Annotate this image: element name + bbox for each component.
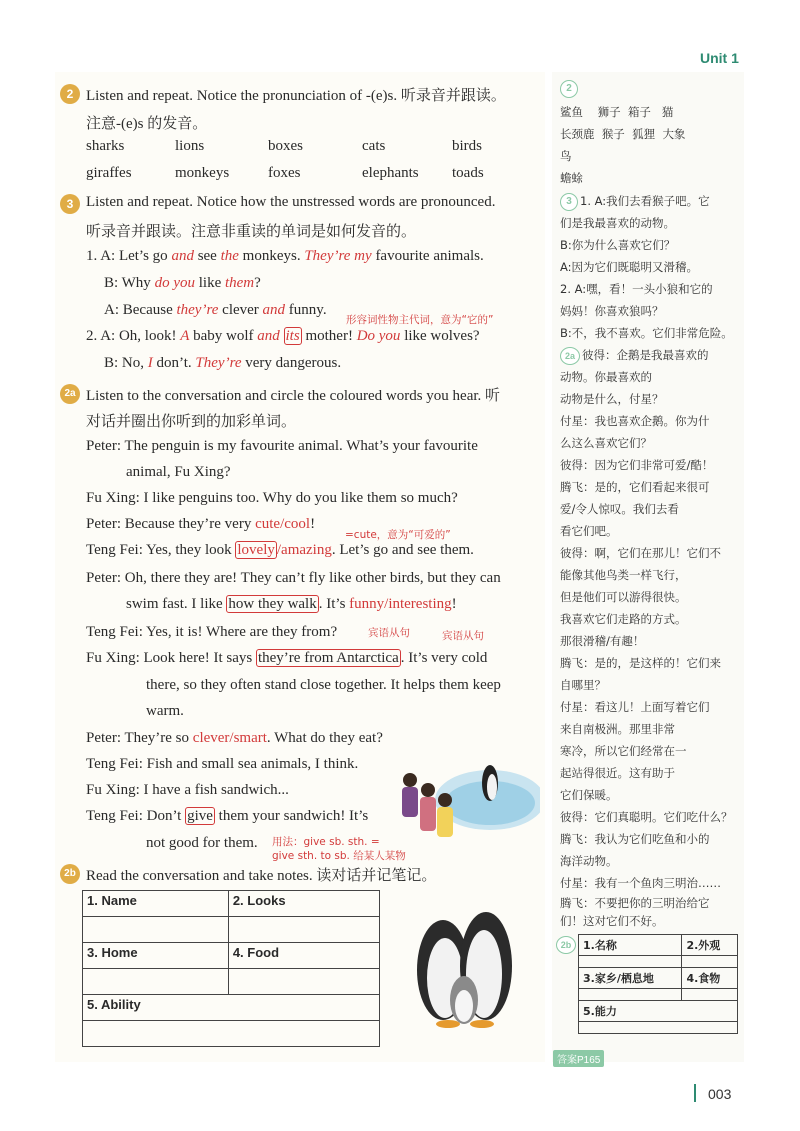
side-dialogue: 腾飞：是的，是这样的！它们来 bbox=[560, 656, 721, 670]
s3-line-5: B: No, I don’t. They’re very dangerous. bbox=[104, 355, 342, 371]
s2b-instruction: Read the conversation and take notes. 读对话并记笔记。 bbox=[86, 868, 437, 884]
s3-instruction-2: 听录音并跟读。注意非重读的单词是如何发音的。 bbox=[86, 224, 417, 240]
side-notes-cell[interactable]: 3.家乡/栖息地 bbox=[579, 968, 682, 989]
side-notes-blank[interactable] bbox=[682, 989, 738, 1001]
side-badge-2a: 2a bbox=[560, 347, 580, 365]
dialogue-line: Fu Xing: Look here! It says they’re from Antarctica . It’s very cold bbox=[86, 650, 488, 666]
side-dialogue: 付星：我有一个鱼肉三明治…… bbox=[560, 876, 721, 890]
side-dialogue: 腾飞：不要把你的三明治给它 bbox=[560, 896, 710, 910]
s3-instruction: Listen and repeat. Notice how the unstressed words are pronounced. bbox=[86, 194, 496, 210]
notes-cell-ability[interactable]: 5. Ability bbox=[83, 995, 380, 1021]
notes-blank[interactable] bbox=[228, 917, 379, 943]
notes-cell-name[interactable]: 1. Name bbox=[83, 891, 229, 917]
side-notes-cell[interactable]: 1.名称 bbox=[579, 935, 682, 956]
word: sharks bbox=[86, 138, 125, 154]
side-dialogue: 么这么喜欢它们？ bbox=[560, 436, 652, 450]
side-dialogue: 付星：看这儿！上面写着它们 bbox=[560, 700, 710, 714]
side-notes-blank[interactable] bbox=[579, 956, 682, 968]
side-dialogue: 我喜欢它们走路的方式。 bbox=[560, 612, 687, 626]
word: foxes bbox=[268, 165, 301, 181]
side-vocab-row: 鸟 bbox=[560, 149, 572, 163]
s2a-instruction-2: 对话并圈出你听到的加彩单词。 bbox=[86, 414, 297, 430]
notes-blank[interactable] bbox=[83, 969, 229, 995]
side-dialogue: 腾飞：是的，它们看起来很可 bbox=[560, 480, 710, 494]
side-dialogue: 寒冷，所以它们经常在一 bbox=[560, 744, 687, 758]
word: boxes bbox=[268, 138, 303, 154]
dialogue-line: Fu Xing: I have a fish sandwich... bbox=[86, 782, 289, 798]
grammar-note-give-2: give sth. to sb. 给某人某物 bbox=[272, 850, 406, 862]
dialogue-line: Peter: They’re so clever/smart. What do they eat? bbox=[86, 730, 383, 746]
side-notes-table bbox=[578, 934, 738, 1034]
dialogue-line: warm. bbox=[146, 703, 184, 719]
side-line: 2. A:嘿，看！一头小狼和它的 bbox=[560, 282, 713, 296]
s2-instruction-2: 注意-(e)s 的发音。 bbox=[86, 116, 208, 132]
grammar-note-its: 形容词性物主代词，意为“它的” bbox=[346, 314, 494, 326]
dialogue-line: not good for them. bbox=[146, 835, 258, 851]
dialogue-line: Fu Xing: I like penguins too. Why do you like them so much? bbox=[86, 490, 458, 506]
grammar-note-give: 用法：give sb. sth. = bbox=[272, 836, 380, 848]
dialogue-line: swim fast. I like how they walk . It’s funny/interesting! bbox=[126, 596, 457, 612]
side-badge-2b: 2b bbox=[556, 936, 576, 954]
notes-cell-looks[interactable]: 2. Looks bbox=[228, 891, 379, 917]
side-dialogue: 彼得：因为它们非常可爱/酷！ bbox=[560, 458, 714, 472]
side-line: B:你为什么喜欢它们？ bbox=[560, 238, 676, 252]
side-line: 们是我最喜欢的动物。 bbox=[560, 216, 675, 230]
side-dialogue: 起站得很近。这有助于 bbox=[560, 766, 675, 780]
word: elephants bbox=[362, 165, 419, 181]
side-badge-3: 3 bbox=[560, 193, 578, 211]
word: giraffes bbox=[86, 165, 132, 181]
notes-blank[interactable] bbox=[83, 917, 229, 943]
section-2a-badge: 2a bbox=[60, 384, 80, 404]
page-number-bar bbox=[694, 1084, 696, 1102]
side-dialogue: 它们保暖。 bbox=[560, 788, 618, 802]
section-3-badge: 3 bbox=[60, 194, 80, 214]
side-notes-blank[interactable] bbox=[682, 956, 738, 968]
side-dialogue: 动物。你最喜欢的 bbox=[560, 370, 652, 384]
page-number: 003 bbox=[708, 1086, 732, 1102]
word: toads bbox=[452, 165, 484, 181]
grammar-note-object-clause-2: 宾语从句 bbox=[442, 630, 484, 642]
notes-cell-food[interactable]: 4. Food bbox=[228, 943, 379, 969]
side-vocab-row: 长颈鹿 猴子 狐狸 大象 bbox=[560, 127, 686, 141]
side-line: 妈妈！你喜欢狼吗？ bbox=[560, 304, 664, 318]
side-dialogue: 付星：我也喜欢企鹅。你为什 bbox=[560, 414, 710, 428]
notes-blank[interactable] bbox=[83, 1021, 380, 1047]
side-dialogue: 爱/令人惊叹。我们去看 bbox=[560, 502, 679, 516]
s3-line-2: B: Why do you like them? bbox=[104, 275, 261, 291]
side-line: 1. A:我们去看猴子吧。它 bbox=[580, 194, 710, 208]
notes-cell-home[interactable]: 3. Home bbox=[83, 943, 229, 969]
side-notes-blank[interactable] bbox=[579, 1022, 738, 1034]
grammar-note-object-clause: 宾语从句 bbox=[368, 627, 410, 639]
grammar-note-lovely: =cute，意为“可爱的” bbox=[345, 529, 451, 541]
side-dialogue: 腾飞：我认为它们吃鱼和小的 bbox=[560, 832, 710, 846]
dialogue-line: there, so they often stand close together. It helps them keep bbox=[146, 677, 501, 693]
side-line: A:因为它们既聪明又滑稽。 bbox=[560, 260, 699, 274]
side-dialogue: 看它们吧。 bbox=[560, 524, 618, 538]
section-2-badge: 2 bbox=[60, 84, 80, 104]
word: monkeys bbox=[175, 165, 230, 181]
section-2b-badge: 2b bbox=[60, 864, 80, 884]
word: cats bbox=[362, 138, 386, 154]
side-notes-cell[interactable]: 2.外观 bbox=[682, 935, 738, 956]
side-dialogue: 海洋动物。 bbox=[560, 854, 618, 868]
word: lions bbox=[175, 138, 205, 154]
side-dialogue: 来自南极洲。那里非常 bbox=[560, 722, 675, 736]
side-dialogue: 们！这对它们不好。 bbox=[560, 914, 664, 928]
side-notes-cell[interactable]: 5.能力 bbox=[579, 1001, 738, 1022]
dialogue-line: Teng Fei: Yes, it is! Where are they from? bbox=[86, 624, 338, 640]
notes-blank[interactable] bbox=[228, 969, 379, 995]
answer-page-tag: 答案P165 bbox=[553, 1050, 604, 1067]
word: birds bbox=[452, 138, 482, 154]
dialogue-line: Peter: The penguin is my favourite animal. What’s your favourite bbox=[86, 438, 478, 454]
side-badge-2: 2 bbox=[560, 80, 578, 98]
s3-line-4: 2. A: Oh, look! A baby wolf and its mother! Do you like wolves? bbox=[86, 328, 480, 344]
dialogue-line: Teng Fei: Don’t give them your sandwich! It’s bbox=[86, 808, 369, 824]
side-dialogue: 彼得：企鹅是我最喜欢的 bbox=[582, 348, 709, 362]
side-dialogue: 那很滑稽/有趣！ bbox=[560, 634, 645, 648]
side-notes-blank[interactable] bbox=[579, 989, 682, 1001]
side-dialogue: 但是他们可以游得很快。 bbox=[560, 590, 687, 604]
side-dialogue: 彼得：啊，它们在那儿！它们不 bbox=[560, 546, 721, 560]
dialogue-line: Peter: Oh, there they are! They can’t fly like other birds, but they can bbox=[86, 570, 501, 586]
side-line: B:不，我不喜欢。它们非常危险。 bbox=[560, 326, 733, 340]
unit-label: Unit 1 bbox=[700, 50, 739, 66]
dialogue-line: Teng Fei: Fish and small sea animals, I think. bbox=[86, 756, 359, 772]
side-notes-cell[interactable]: 4.食物 bbox=[682, 968, 738, 989]
side-vocab-row: 鲨鱼 狮子 箱子 猫 bbox=[560, 105, 674, 119]
dialogue-line: animal, Fu Xing? bbox=[126, 464, 231, 480]
s2-instruction: Listen and repeat. Notice the pronunciation of -(e)s. 听录音并跟读。 bbox=[86, 88, 506, 104]
dialogue-line: Teng Fei: Yes, they look lovely /amazing. Let’s go and see them. bbox=[86, 542, 474, 558]
side-dialogue: 彼得：它们真聪明。它们吃什么？ bbox=[560, 810, 733, 824]
penguin-family-illustration bbox=[398, 900, 533, 1030]
s3-line-1: 1. A: Let’s go and see the monkeys. They’re my favourite animals. bbox=[86, 248, 484, 264]
s2a-instruction: Listen to the conversation and circle the coloured words you hear. 听 bbox=[86, 388, 501, 404]
dialogue-line: Peter: Because they’re very cute/cool! bbox=[86, 516, 316, 532]
side-dialogue: 能像其他鸟类一样飞行， bbox=[560, 568, 687, 582]
side-vocab-row: 蟾蜍 bbox=[560, 171, 583, 185]
side-dialogue: 自哪里？ bbox=[560, 678, 606, 692]
zoo-penguin-illustration bbox=[390, 755, 540, 845]
notes-table bbox=[82, 890, 380, 1047]
s3-line-3: A: Because they’re clever and funny. bbox=[104, 302, 327, 318]
side-dialogue: 动物是什么，付星？ bbox=[560, 392, 664, 406]
